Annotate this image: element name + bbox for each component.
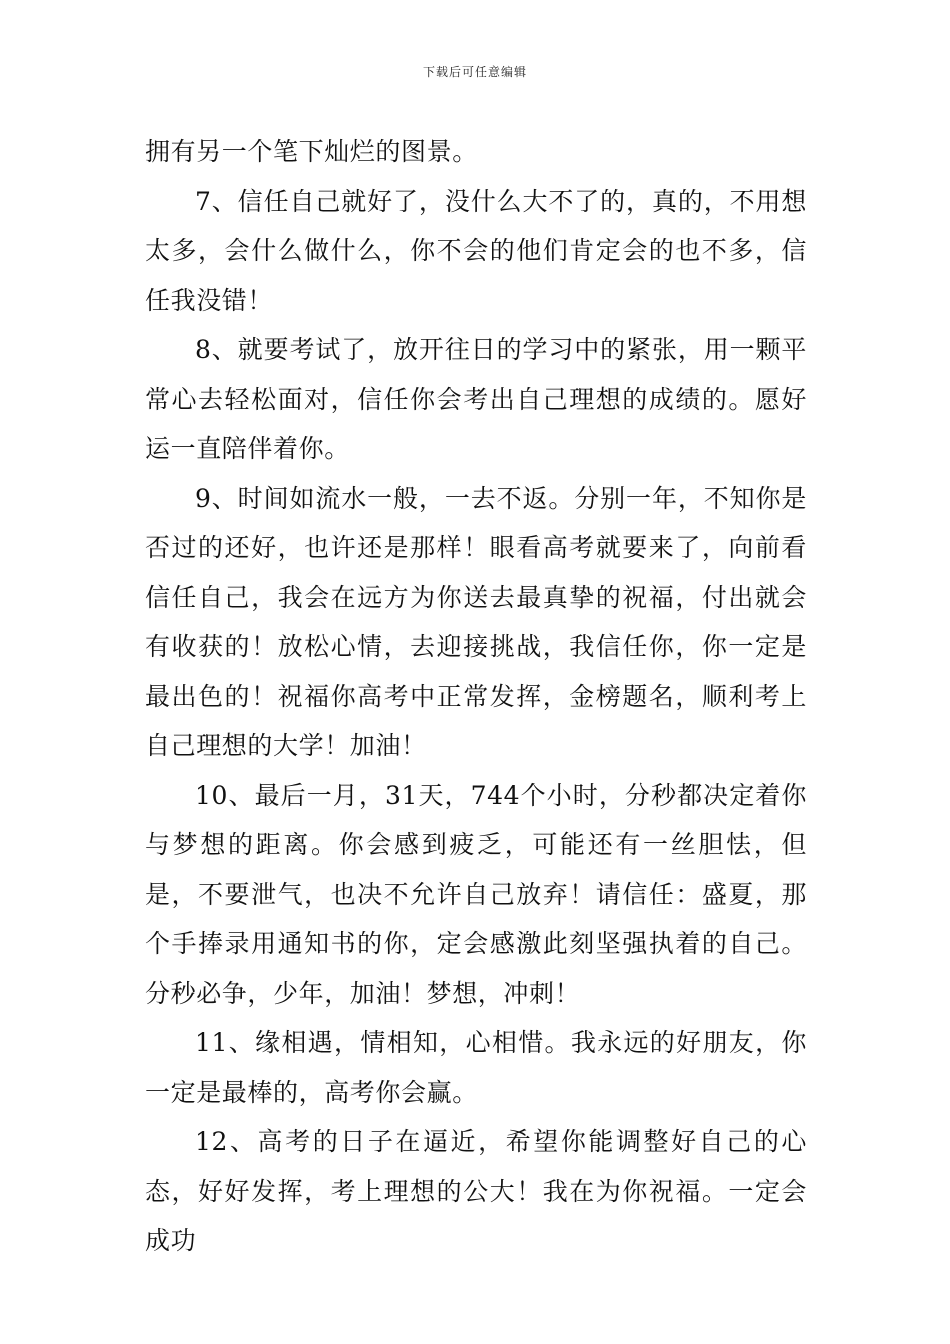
paragraph-item-8: 8、就要考试了，放开往日的学习中的紧张，用一颗平常心去轻松面对，信任你会考出自己理想的成绩的。愿好运一直陪伴着你。 [145, 335, 807, 463]
paragraph-item-12: 12、高考的日子在逼近，希望你能调整好自己的心态，好好发挥，考上理想的公大！我在为你祝福。一定会成功 [145, 1127, 807, 1255]
document-body [145, 127, 807, 1266]
paragraph-item-7: 7、信任自己就好了，没什么大不了的，真的，不用想太多，会什么做什么，你不会的他们肯定会的也不多，信任我没错！ [145, 186, 807, 315]
paragraph-item-10: 10、最后一月，31天，744个小时，分秒都决定着你与梦想的距离。你会感到疲乏，可能还有一丝胆怯，但是，不要泄气，也决不允许自己放弃！请信任：盛夏，那个手捧录用通知书的你，定会感激此刻坚强执着的自己。分秒必争，少年，加油！梦想，冲刺！ [145, 780, 807, 1008]
page-header-note: 下载后可任意编辑 [422, 65, 527, 79]
paragraph-continuation: 拥有另一个笔下灿烂的图景。 [145, 137, 478, 166]
paragraph-item-11: 11、缘相遇，情相知，心相惜。我永远的好朋友，你一定是最棒的，高考你会赢。 [145, 1028, 807, 1107]
paragraph-item-9: 9、时间如流水一般，一去不返。分别一年，不知你是否过的还好，也许还是那样！眼看高考就要来了，向前看信任自己，我会在远方为你送去最真挚的祝福，付出就会有收获的！放松心情，去迎接挑战，我信任你，你一定是最出色的！祝福你高考中正常发挥，金榜题名，顺利考上自己理想的大学！加油！ [145, 483, 807, 760]
